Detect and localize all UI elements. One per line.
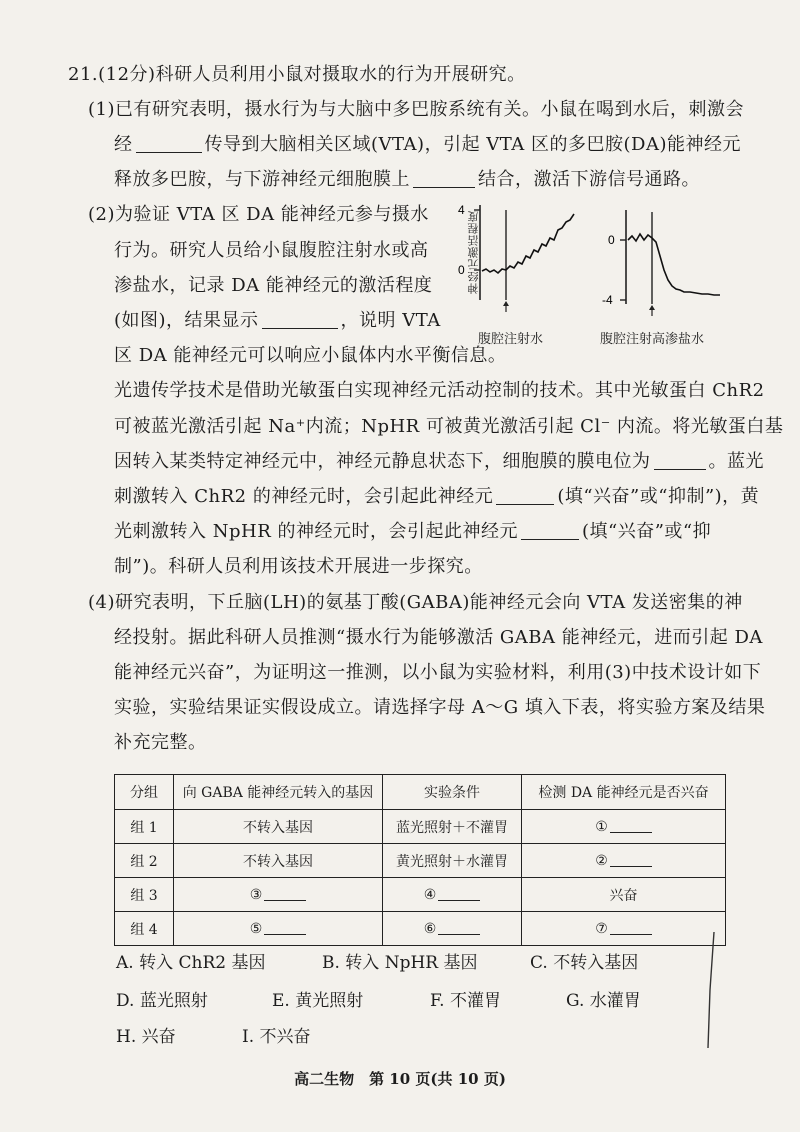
cell-condition: 蓝光照射＋不灌胃 [383,810,522,844]
cell-group: 组 1 [115,810,174,844]
blank-label: ① [595,819,608,835]
cell-gene [174,912,383,946]
answer-blank [264,920,306,935]
part2-line2: 行为。研究人员给小鼠腹腔注射水或高 [114,240,429,261]
option-a: A. 转入 ChR2 基因 [116,953,266,973]
cell-result [522,912,726,946]
activation-graph-saline [604,200,724,330]
part1-line1: (1)已有研究表明，摄水行为与大脑中多巴胺系统有关。小鼠在喝到水后，刺激会 [88,99,744,120]
option-b: B. 转入 NpHR 基因 [322,953,478,973]
graph2-activation-curve [628,234,720,295]
cell-condition [383,912,522,946]
part3-line3 [114,449,764,475]
graph2-caption: 腹腔注射高渗盐水 [600,332,705,347]
graph2-y-bottom: -4 [602,293,613,307]
part3-line3-b: 。蓝光 [708,451,764,472]
blank-label: ④ [423,887,437,903]
graph1-ylabel: 神经元激活程度 [467,210,480,294]
answer-blank [654,451,706,470]
part2-line3: 渗盐水，记录 DA 能神经元的激活程度 [114,275,433,296]
answer-blank [413,169,475,188]
blank-label: ⑤ [249,921,263,937]
option-g: G. 水灌胃 [566,991,641,1011]
part1-line3 [114,167,700,193]
header-gene: 向 GABA 能神经元转入的基因 [174,775,383,810]
cell-gene: 不转入基因 [174,810,383,844]
graph1-y-top: 4 [458,203,465,217]
graph1-activation-curve [482,214,574,273]
answer-blank [521,521,579,540]
table-row [115,810,726,844]
page-footer: 高二生物 第 10 页(共 10 页) [294,1070,506,1088]
part3-line1: 光遗传学技术是借助光敏蛋白实现神经元活动控制的技术。其中光敏蛋白 ChR2 [114,380,765,401]
question-title: 21.(12分)科研人员利用小鼠对摄取水的行为开展研究。 [68,64,526,85]
header-condition: 实验条件 [383,775,522,810]
part3-line4 [114,484,759,510]
answer-blank [262,310,338,329]
part2-line4 [114,308,441,334]
cell-group: 组 2 [115,844,174,878]
table-header-row [115,775,726,810]
table-row [115,878,726,912]
cell-result: 兴奋 [522,878,726,912]
part2-line5: 区 DA 能神经元可以响应小鼠体内水平衡信息。 [114,345,507,366]
answer-blank [264,886,306,901]
graph2-arrow-head [649,305,655,310]
part1-line3-a: 释放多巴胺，与下游神经元细胞膜上 [114,169,410,190]
table-row [115,912,726,946]
answer-blank [610,852,652,867]
table-row [115,844,726,878]
part3-line5-b: (填“兴奋”或“抑 [581,521,712,542]
cell-gene [174,878,383,912]
experiment-table [114,774,726,946]
part4-line4: 实验，实验结果证实假设成立。请选择字母 A～G 填入下表，将实验方案及结果 [114,697,766,718]
part3-line6: 制”)。科研人员利用该技术开展进一步探究。 [114,556,483,577]
cell-gene: 不转入基因 [174,844,383,878]
part4-line3: 能神经元兴奋”，为证明这一推测，以小鼠为实验材料，利用(3)中技术设计如下 [114,662,762,683]
cell-group: 组 3 [115,878,174,912]
part2-line4-a: (如图)，结果显示 [114,310,259,331]
scan-edge-line [700,930,720,1050]
answer-blank [610,920,652,935]
part1-line3-b: 结合，激活下游信号通路。 [478,169,700,190]
graph1-y-zero: 0 [458,263,465,277]
graph1-caption: 腹腔注射水 [478,332,544,347]
part1-line2 [114,132,741,158]
option-c: C. 不转入基因 [530,953,639,973]
part4-line2: 经投射。据此科研人员推测“摄水行为能够激活 GABA 能神经元，进而引起 DA [114,627,763,648]
option-i: I. 不兴奋 [242,1027,311,1047]
answer-blank [496,486,554,505]
answer-blank [438,920,480,935]
answer-blank [438,886,480,901]
part3-line4-b: (填“兴奋”或“抑制”)，黄 [557,486,760,507]
graph1-arrow-head [503,301,509,306]
option-e: E. 黄光照射 [272,991,364,1011]
part3-line5-a: 光刺激转入 NpHR 的神经元时，会引起此神经元 [114,521,518,542]
cell-group: 组 4 [115,912,174,946]
header-group: 分组 [115,775,174,810]
cell-result [522,810,726,844]
blank-label: ⑦ [595,921,608,937]
header-result: 检测 DA 能神经元是否兴奋 [522,775,726,810]
option-h: H. 兴奋 [116,1027,176,1047]
option-d: D. 蓝光照射 [116,991,208,1011]
cell-condition: 黄光照射＋水灌胃 [383,844,522,878]
part2-line1: (2)为验证 VTA 区 DA 能神经元参与摄水 [88,204,429,225]
part3-line4-a: 刺激转入 ChR2 的神经元时，会引起此神经元 [114,486,494,507]
cell-condition [383,878,522,912]
part1-line2-a: 经 [114,134,133,155]
answer-blank [610,818,652,833]
cell-result [522,844,726,878]
part4-line1: (4)研究表明，下丘脑(LH)的氨基丁酸(GABA)能神经元会向 VTA 发送密集的神 [88,592,743,613]
part1-line2-b: 传导到大脑相关区域(VTA)，引起 VTA 区的多巴胺(DA)能神经元 [204,134,742,155]
answer-blank [136,134,202,153]
blank-label: ③ [249,887,263,903]
part3-line5 [114,519,711,545]
part4-line5: 补充完整。 [114,732,207,753]
part2-line4-b: ，说明 VTA [340,310,441,331]
graph2-y-zero: 0 [608,233,615,247]
part3-line3-a: 因转入某类特定神经元中，神经元静息状态下，细胞膜的膜电位为 [114,451,651,472]
option-f: F. 不灌胃 [430,991,501,1011]
blank-label: ⑥ [423,921,437,937]
part3-line2: 可被蓝光激活引起 Na⁺内流；NpHR 可被黄光激活引起 Cl⁻ 内流。将光敏蛋白基 [114,416,784,437]
blank-label: ② [595,853,608,869]
